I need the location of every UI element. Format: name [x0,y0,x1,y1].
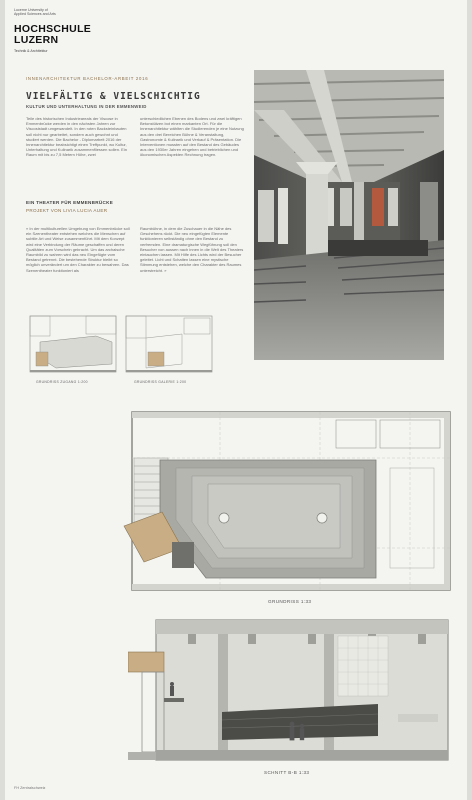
project-text-column-2: Raumbühne, in dem die Zuschauer in die Nähe des Geschehens rückt. Die neu eingefügten Elemente funktionieren selbständig ohne den Bestand zu verfremden. Eine dramaturgische Wegführung soll den Besucher von aussen nach innen in die Welt des Theaters eintauchen lassen. Mit Hilfe des Lichts wird der Besucher geleitet. Licht und Schatten lassen eine mystische Stimmung entstehen, welche den Charakter des Raumes unterstreicht. » [140,226,244,273]
small-plan-1-label: GRUNDRISS ZUGANG 1:200 [36,380,88,384]
poster-title: VIELFÄLTIG & VIELSCHICHTIG [26,91,201,102]
intro-text-column-2: unterschiedlichen Ebenen des Bodens und zwei kräftigen Betonstützen bot einen markanten Ort. Für die Innenarchitektur wählten die Studierenden je eine Nutzung aus den drei Bereichen Bühne & Veranstaltung, Gastronomie & Kulinarik und Verkauf & Präsentation. Die Interventionen mussten auf den Bestand des Gebäudes aus den 1930er Jahren eingehen und betrieblichen und ökonomischen Aspekten Rechnung tragen. [140,116,244,158]
school-logo [14,24,91,46]
header-block [26,76,246,109]
floor-plan-drawing [120,408,456,596]
program-kicker: INNENARCHITEKTUR BACHELOR-ARBEIT 2016 [26,76,149,81]
poster-left-edge [0,0,5,800]
department-name: Technik & Architektur [14,49,48,53]
poster-subtitle: KULTUR UND UNTERHALTUNG IN DER EMMENWEID [26,104,147,109]
project-author: PROJEKT VON LIVIA LUCIA AUER [26,208,108,213]
interior-photo-drawing [254,70,444,360]
footer-credit: FH Zentralschweiz [14,786,46,790]
poster-right-edge [467,0,472,800]
project-title: EIN THEATER FÜR EMMENBRÜCKE [26,200,114,205]
section-label: SCHNITT B-B 1:33 [264,770,310,775]
small-plan-gallery [122,312,218,378]
section-drawing [128,614,450,766]
intro-text-column-1: Teile des historischen Industrieareals der Viscose in Emmenbrücke werden in den nächsten Jahren zur Viscosistadt umgewandelt. In den roten Backsteinbauten soll nicht nur gearbeitet, sondern auch gewohnt und studiert werden. Die Bachelor - Diplomarbeit 2016 der Innenarchitektur beabsichtigt einen Treffpunkt, wo Kultur, Unterhaltung und Kulinarik zusammenfliessen sollen. Ein Raum mit bis zu 7,5 Metern Höhe, zwei [26,116,127,158]
university-name: Lucerne University of Applied Sciences and Arts [14,8,56,17]
project-text-column-1: « In der multikulturellen Umgebung von Emmenbrücke soll ein Szenentheater entstehen welches die Menschen auf subtile Art und Weise zusammenführt. Mit dem Konzept wird eine Verbindung der Räume geschaffen und deren Qualitäten zum Vorschein gebracht. Um das archaische Raumbild zu wahren wird das neu Eingefügte vom Bestand getrennt. Die bestehende Struktur bleibt so möglich unverändert um den Charakter zu bewahren. Das Szenentheater funktioniert als [26,226,130,273]
logo-line-1: HOCHSCHULE [14,23,92,35]
interior-photo [254,70,444,360]
small-plan-2-label: GRUNDRISS GALERIE 1:200 [134,380,187,384]
small-plan-access [26,312,122,378]
logo-line-2: LUZERN [14,34,59,46]
floor-plan-label: GRUNDRISS 1:33 [268,599,312,604]
